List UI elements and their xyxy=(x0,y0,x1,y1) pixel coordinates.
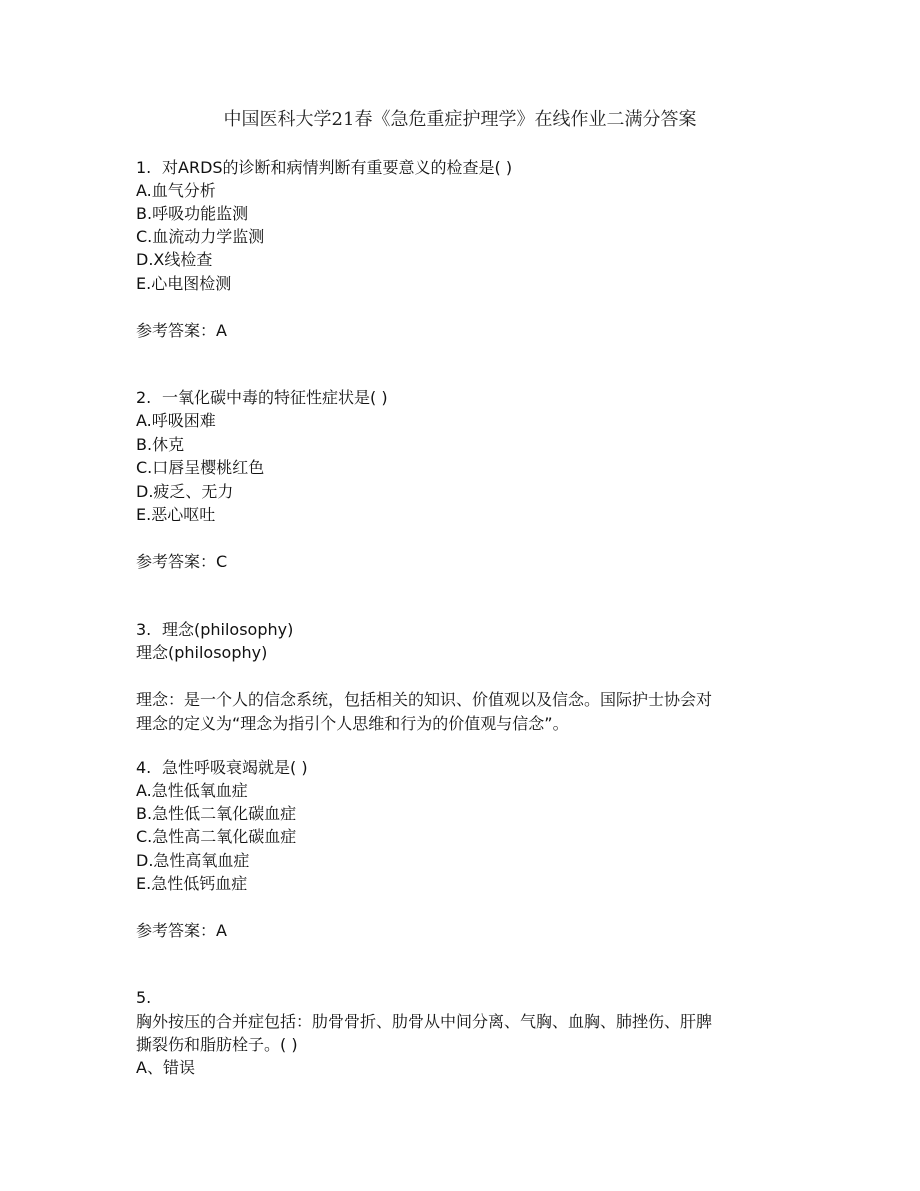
option-e: E.恶心呕吐 xyxy=(136,505,216,524)
option-d: D.X线检查 xyxy=(136,250,213,269)
explanation-line-2: 理念的定义为“理念为指引个人思维和行为的价值观与信念”。 xyxy=(136,714,569,733)
option-b: B.呼吸功能监测 xyxy=(136,204,249,223)
question-number: 2. xyxy=(136,388,152,407)
document-title: 中国医科大学21春《急危重症护理学》在线作业二满分答案 xyxy=(223,109,697,130)
option-a: A、错误 xyxy=(136,1058,195,1077)
option-c: C.急性高二氧化碳血症 xyxy=(136,827,297,846)
option-d: D.疲乏、无力 xyxy=(136,482,234,501)
option-b: B.急性低二氧化碳血症 xyxy=(136,804,297,823)
option-e: E.急性低钙血症 xyxy=(136,874,248,893)
question-number: 4. xyxy=(136,758,152,777)
question-number: 1. xyxy=(136,158,152,177)
option-a: A.急性低氧血症 xyxy=(136,781,248,800)
option-e: E.心电图检测 xyxy=(136,274,232,293)
question-number: 3. xyxy=(136,620,152,639)
question-text: 一氧化碳中毒的特征性症状是( ) xyxy=(162,388,388,407)
option-c: C.口唇呈樱桃红色 xyxy=(136,458,265,477)
option-a: A.血气分析 xyxy=(136,181,216,200)
option-b: B.休克 xyxy=(136,435,185,454)
question-text-line-2: 撕裂伤和脂肪栓子。( ) xyxy=(136,1035,298,1054)
question-text-line-1: 胸外按压的合并症包括：肋骨骨折、肋骨从中间分离、气胸、血胸、肺挫伤、肝脾 xyxy=(136,1012,713,1031)
question-3-stem xyxy=(136,618,293,641)
question-2-stem xyxy=(136,386,388,409)
option-a: A.呼吸困难 xyxy=(136,411,216,430)
question-text: 理念(philosophy) xyxy=(162,620,294,639)
option-d: D.急性高氧血症 xyxy=(136,851,250,870)
reference-answer: 参考答案：A xyxy=(136,921,227,940)
question-text: 对ARDS的诊断和病情判断有重要意义的检查是( ) xyxy=(162,158,513,177)
reference-answer: 参考答案：C xyxy=(136,552,228,571)
question-number: 5. xyxy=(136,988,152,1007)
question-1-stem xyxy=(136,156,512,179)
term-subtitle: 理念(philosophy) xyxy=(136,643,268,662)
question-text: 急性呼吸衰竭就是( ) xyxy=(162,758,308,777)
explanation-line-1: 理念：是一个人的信念系统，包括相关的知识、价值观以及信念。国际护士协会对 xyxy=(136,690,713,709)
question-4-stem xyxy=(136,756,308,779)
reference-answer: 参考答案：A xyxy=(136,321,227,340)
option-c: C.血流动力学监测 xyxy=(136,227,265,246)
